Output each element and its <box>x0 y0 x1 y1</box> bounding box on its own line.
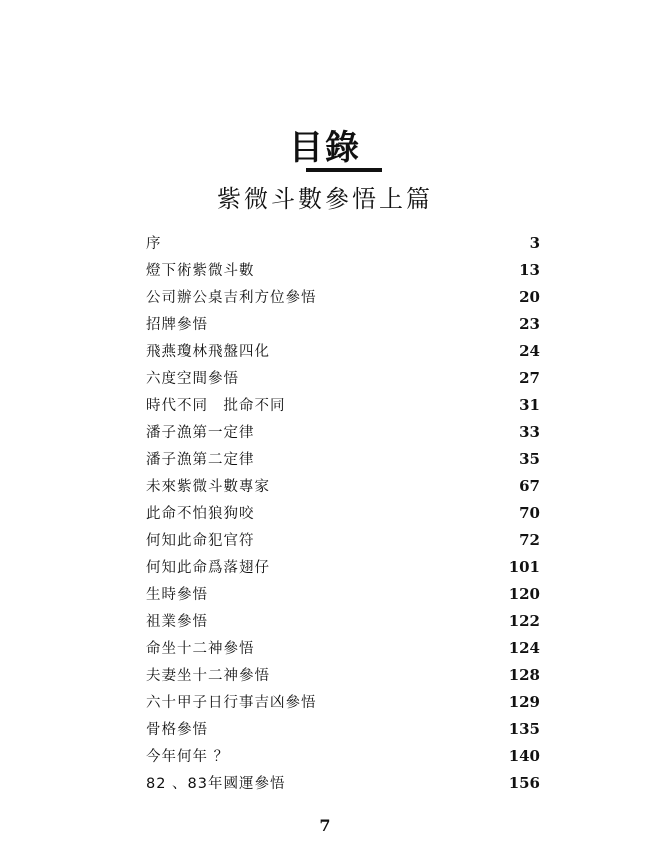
toc-entry-page: 3 <box>529 233 540 252</box>
toc-entry-page: 13 <box>519 260 540 279</box>
toc-entry-title: 潘子漁第一定律 <box>146 425 255 441</box>
toc-entry-page: 101 <box>508 557 540 576</box>
toc-entry-title: 燈下術紫微斗數 <box>146 263 255 279</box>
toc-entry <box>146 742 540 769</box>
toc-entry <box>146 256 540 283</box>
toc-entry-title: 骨格參悟 <box>146 722 208 738</box>
toc-entry-page: 129 <box>508 692 540 711</box>
toc-entry <box>146 580 540 607</box>
page-title: 目錄 <box>289 128 361 168</box>
toc-entry <box>146 553 540 580</box>
toc-entry <box>146 310 540 337</box>
toc-entry-title: 招牌參悟 <box>146 317 208 333</box>
toc-entry-title: 公司辦公桌吉利方位參悟 <box>146 290 317 306</box>
toc-entry-title: 何知此命犯官符 <box>146 533 255 549</box>
toc-entry-page: 35 <box>519 449 540 468</box>
toc-entry-page: 72 <box>519 530 540 549</box>
toc-entry-page: 70 <box>519 503 540 522</box>
toc-entry-page: 140 <box>508 746 540 765</box>
toc-entry-page: 124 <box>508 638 540 657</box>
toc-entry-page: 156 <box>508 773 540 792</box>
toc-entry <box>146 391 540 418</box>
toc-entry-title: 命坐十二神參悟 <box>146 641 255 657</box>
toc-entry-title: 夫妻坐十二神參悟 <box>146 668 270 684</box>
toc-entry-page: 135 <box>508 719 540 738</box>
toc-entry-page: 120 <box>508 584 540 603</box>
toc-entry <box>146 337 540 364</box>
toc-entry <box>146 661 540 688</box>
toc-entry-title: 祖業參悟 <box>146 614 208 630</box>
toc-entry-title: 飛燕瓊林飛盤四化 <box>146 344 270 360</box>
toc-entry-page: 31 <box>519 395 540 414</box>
toc-entry-page: 33 <box>519 422 540 441</box>
toc-entry-title: 時代不同 批命不同 <box>146 398 286 414</box>
toc-entry-title: 未來紫微斗數專家 <box>146 479 270 495</box>
page-number: 7 <box>319 816 331 835</box>
toc-entry <box>146 445 540 472</box>
toc-entry-title: 82 、83年國運參悟 <box>146 776 286 792</box>
toc-entry <box>146 688 540 715</box>
toc-entry-title: 序 <box>146 236 162 252</box>
toc-entry <box>146 526 540 553</box>
toc-entry <box>146 472 540 499</box>
toc-entry <box>146 607 540 634</box>
table-of-contents <box>146 229 540 796</box>
toc-entry-page: 67 <box>519 476 540 495</box>
toc-entry-title: 此命不怕狼狗咬 <box>146 506 255 522</box>
toc-entry-page: 122 <box>508 611 540 630</box>
toc-entry-page: 23 <box>519 314 540 333</box>
toc-entry-title: 生時參悟 <box>146 587 208 603</box>
title-underline <box>306 168 382 172</box>
toc-entry-title: 六十甲子日行事吉凶參悟 <box>146 695 317 711</box>
toc-entry-title: 潘子漁第二定律 <box>146 452 255 468</box>
toc-entry <box>146 418 540 445</box>
toc-entry <box>146 499 540 526</box>
toc-entry-title: 今年何年 ？ <box>146 749 230 765</box>
toc-entry-title: 六度空間參悟 <box>146 371 239 387</box>
toc-entry <box>146 229 540 256</box>
toc-entry <box>146 283 540 310</box>
toc-entry-page: 24 <box>519 341 540 360</box>
toc-entry <box>146 715 540 742</box>
toc-entry <box>146 769 540 796</box>
toc-entry-page: 20 <box>519 287 540 306</box>
toc-entry-title: 何知此命爲落翅仔 <box>146 560 270 576</box>
page-subtitle: 紫微斗數參悟上篇 <box>217 185 433 213</box>
toc-entry <box>146 634 540 661</box>
toc-entry-page: 128 <box>508 665 540 684</box>
toc-entry-page: 27 <box>519 368 540 387</box>
toc-entry <box>146 364 540 391</box>
